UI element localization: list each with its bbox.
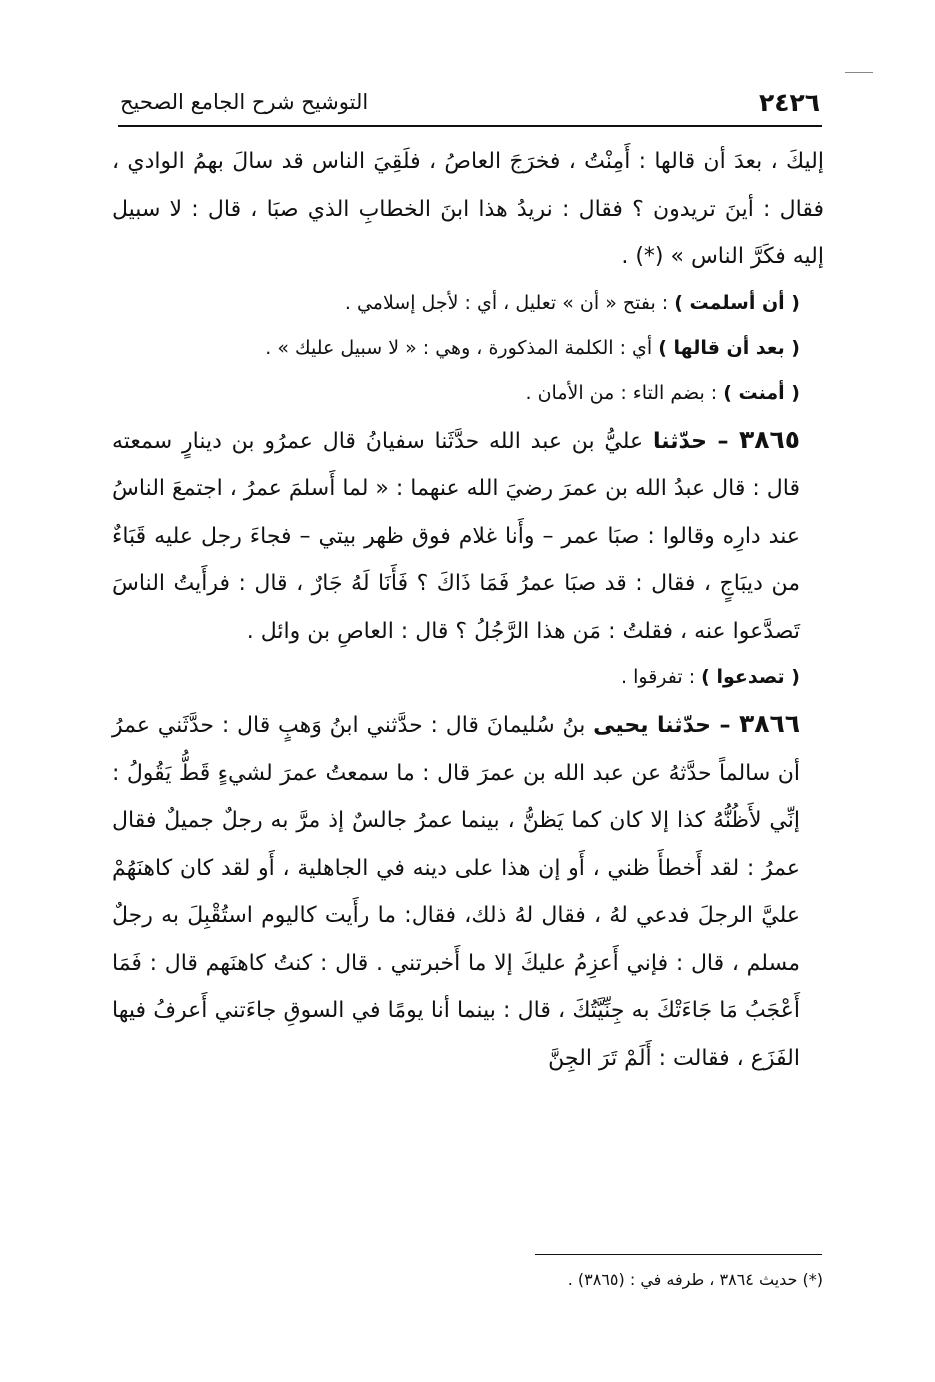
hadith-dash: – <box>707 428 739 454</box>
hadith-verb: حدّثنا <box>656 713 712 738</box>
footnote: (*) حديث ٣٨٦٤ ، طرفه في : (٣٨٦٥) . <box>567 1270 823 1289</box>
hadith-paragraph <box>112 700 824 1082</box>
explanation-note <box>112 281 824 326</box>
explanation-note <box>112 371 824 416</box>
hadith-verb: حدّثنا <box>652 428 708 454</box>
note-term: ( أمنت ) <box>723 381 800 404</box>
hadith-narrator: يحيى <box>593 713 657 738</box>
paragraph-text: إليكَ ، بعدَ أن قالها : أَمِنْتُ ، فخرَجَ العاصُ ، فلَقِيَ الناس قد سالَ بهمُ الوادي ، فقال : أينَ تريدون ؟ فقال : نريدُ هذا ابنَ الخطابِ الذي صبَا ، قال : لا سبيل إليه فكَرَّ الناس » (*) . <box>112 149 824 269</box>
hadith-paragraph <box>112 416 824 656</box>
explanation-note <box>112 326 824 371</box>
header-rule <box>118 125 822 127</box>
body-text <box>112 138 824 1082</box>
corner-mark <box>845 72 873 73</box>
footnote-rule <box>535 1254 822 1255</box>
hadith-dash: – <box>711 713 739 738</box>
hadith-text: عليُّ بن عبد الله حدَّثَنا سفيانُ قال عمرُو بن دينارٍ سمعته قال : قال عبدُ الله بن عمرَ رضيَ الله عنهما : « لما أَسلمَ عمرُ ، اجتمعَ الناسُ عند دارِه وقالوا : صبَا عمر – وأَنا غلام فوق ظهر بيتي – فجاءَ رجل عليه قَبَاءٌ من ديبَاجٍ ، فقال : قد صبَا عمرُ فَمَا ذَاكَ ؟ فَأَنَا لَهُ جَارٌ ، قال : فرأَيتُ الناسَ تَصدَّعوا عنه ، فقلتُ : مَن هذا الرَّجُلُ ؟ قال : العاصِ بن وائل . <box>112 428 800 644</box>
page-header <box>120 84 820 124</box>
note-text: أي : الكلمة المذكورة ، وهي : « لا سبيل عليك » . <box>265 336 659 359</box>
note-term: ( بعد أن قالها ) <box>658 336 800 359</box>
hadith-number: ٣٨٦٦ <box>738 709 801 738</box>
hadith-text: بنُ سُليمانَ قال : حدَّثني ابنُ وَهبٍ قال : حدَّثَني عمرُ أن سالماً حدَّثهُ عن عبد الله بن عمرَ قال : ما سمعتُ عمرَ لشيءٍ قَطُّ يَقُولُ : إنِّي لأَظُنُّهُ كذا إلا كان كما يَظنُّ ، بينما عمرُ جالسٌ إذ مرَّ به رجلٌ جميلٌ فقال عمرُ : لقد أَخطأَ ظني ، أَو إن هذا على دينه في الجاهلية ، أَو لقد كان كاهنَهُمْ عليَّ الرجلَ فدعي لهُ ، فقال لهُ ذلك، فقال: ما رأَيت كاليوم استُقْبِلَ به رجلٌ مسلم ، قال : فإني أَعزِمُ عليكَ إلا ما أَخبرتني . قال : كنتُ كاهنَهم قال : فَمَا أَعْجَبُ مَا جَاءَتْكَ به جِنِّيَّتُكَ ، قال : بينما أنا يومًا في السوقِ جاءَتني أَعرفُ فيها الفَزَع ، فقالت : أَلَمْ تَرَ الجِنَّ <box>112 713 800 1071</box>
explanation-note <box>112 655 824 700</box>
running-title: التوشيح شرح الجامع الصحيح <box>120 90 369 114</box>
note-text: : بضم التاء : من الأمان . <box>525 381 724 404</box>
note-text: : تفرقوا . <box>621 666 702 688</box>
note-text: : بفتح « أن » تعليل ، أي : لأجل إسلامي . <box>344 291 675 314</box>
hadith-number: ٣٨٦٥ <box>738 424 800 454</box>
note-term: ( أن أسلمت ) <box>674 291 800 314</box>
paragraph <box>112 138 824 281</box>
note-term: ( تصدعوا ) <box>701 666 800 688</box>
page-number: ٢٤٢٦ <box>758 88 820 117</box>
